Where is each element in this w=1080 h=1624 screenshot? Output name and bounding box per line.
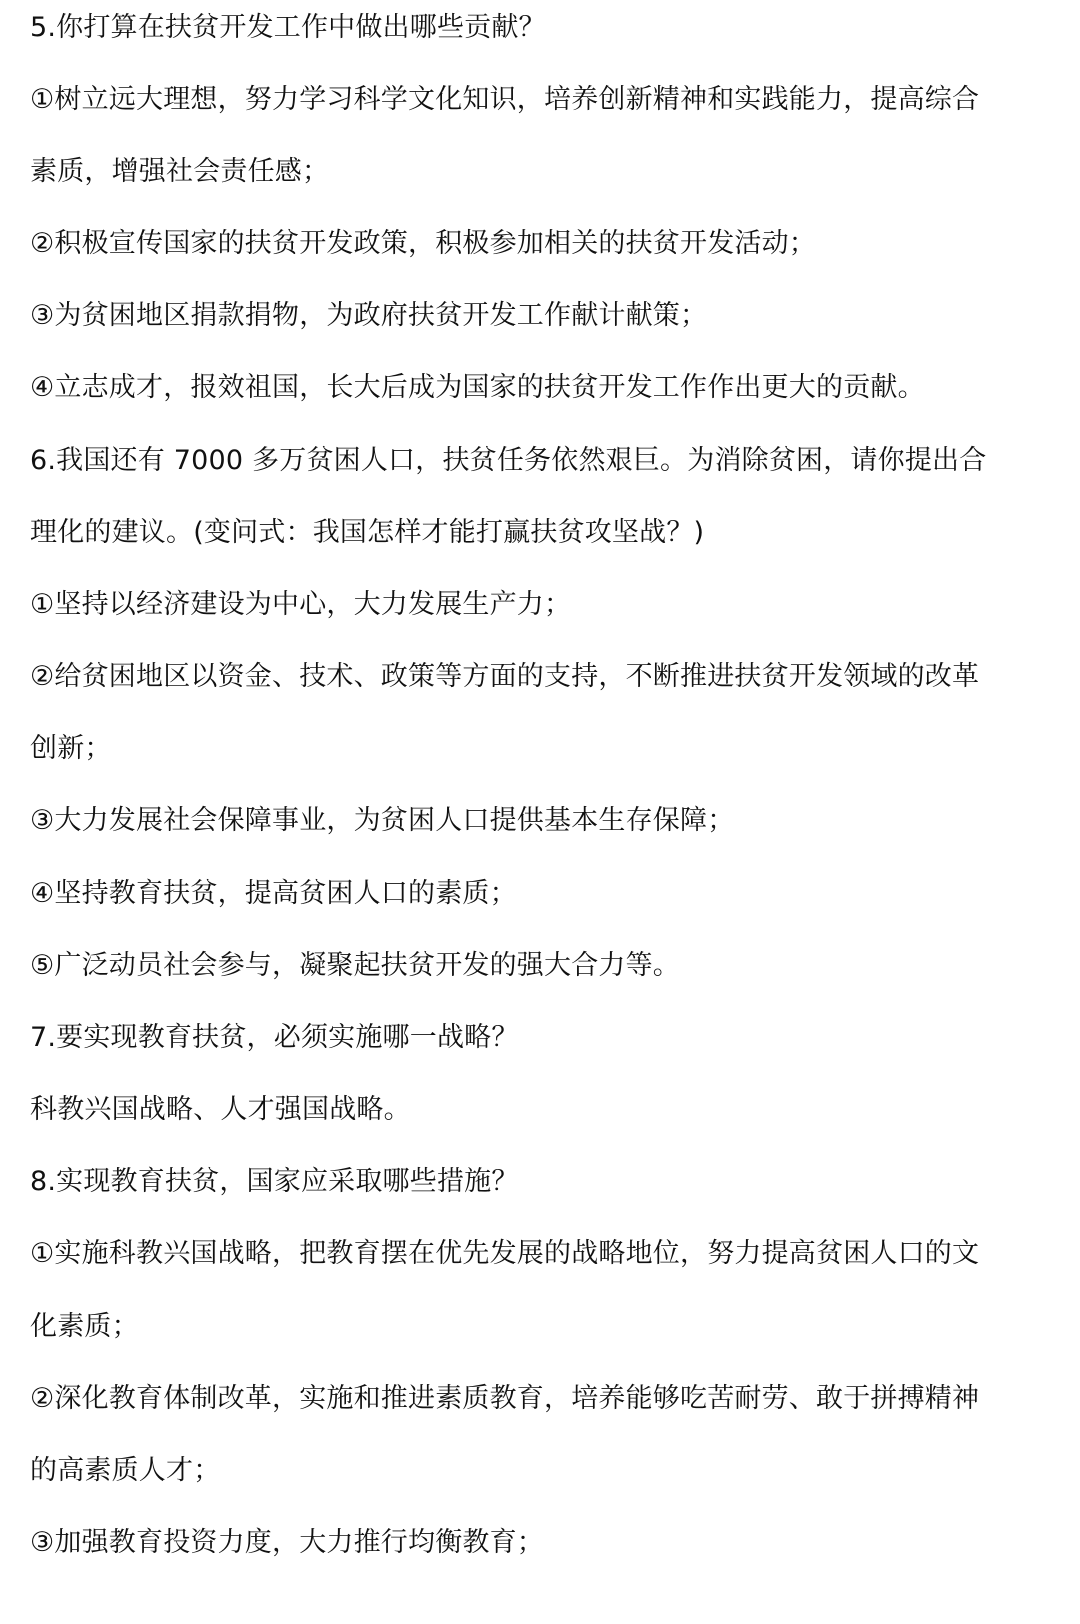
answer-6-item-2-cont: 创新；	[30, 733, 112, 764]
answer-6-item-5: ⑤广泛动员社会参与，凝聚起扶贫开发的强大合力等。	[30, 950, 681, 981]
answer-8-item-1-cont: 化素质；	[30, 1311, 139, 1342]
answer-5-item-2: ②积极宣传国家的扶贫开发政策，积极参加相关的扶贫开发活动；	[30, 228, 817, 259]
answer-8-item-2-cont: 的高素质人才；	[30, 1455, 221, 1486]
answer-5-item-3: ③为贫困地区捐款捐物，为政府扶贫开发工作献计献策；	[30, 300, 708, 331]
answer-5-item-1: ①树立远大理想，努力学习科学文化知识，培养创新精神和实践能力，提高综合	[30, 84, 980, 115]
answer-6-item-3: ③大力发展社会保障事业，为贫困人口提供基本生存保障；	[30, 805, 735, 836]
answer-7: 科教兴国战略、人才强国战略。	[30, 1094, 411, 1125]
question-5-heading: 5.你打算在扶贫开发工作中做出哪些贡献？	[30, 12, 546, 43]
answer-5-item-4: ④立志成才，报效祖国，长大后成为国家的扶贫开发工作作出更大的贡献。	[30, 372, 925, 403]
question-8-heading: 8.实现教育扶贫，国家应采取哪些措施？	[30, 1166, 519, 1197]
answer-6-item-1: ①坚持以经济建设为中心，大力发展生产力；	[30, 589, 572, 620]
answer-8-item-2: ②深化教育体制改革，实施和推进素质教育，培养能够吃苦耐劳、敢于拼搏精神	[30, 1383, 980, 1414]
question-6-heading-cont: 理化的建议。(变问式：我国怎样才能打赢扶贫攻坚战？)	[30, 517, 705, 548]
answer-6-item-2: ②给贫困地区以资金、技术、政策等方面的支持，不断推进扶贫开发领域的改革	[30, 661, 980, 692]
answer-6-item-4: ④坚持教育扶贫，提高贫困人口的素质；	[30, 878, 517, 909]
answer-5-item-1-cont: 素质，增强社会责任感；	[30, 156, 330, 187]
question-7-heading: 7.要实现教育扶贫，必须实施哪一战略？	[30, 1022, 519, 1053]
answer-8-item-1: ①实施科教兴国战略，把教育摆在优先发展的战略地位，努力提高贫困人口的文	[30, 1238, 980, 1269]
answer-8-item-3: ③加强教育投资力度，大力推行均衡教育；	[30, 1527, 545, 1558]
question-6-heading: 6.我国还有 7000 多万贫困人口，扶贫任务依然艰巨。为消除贫困，请你提出合	[30, 445, 987, 476]
